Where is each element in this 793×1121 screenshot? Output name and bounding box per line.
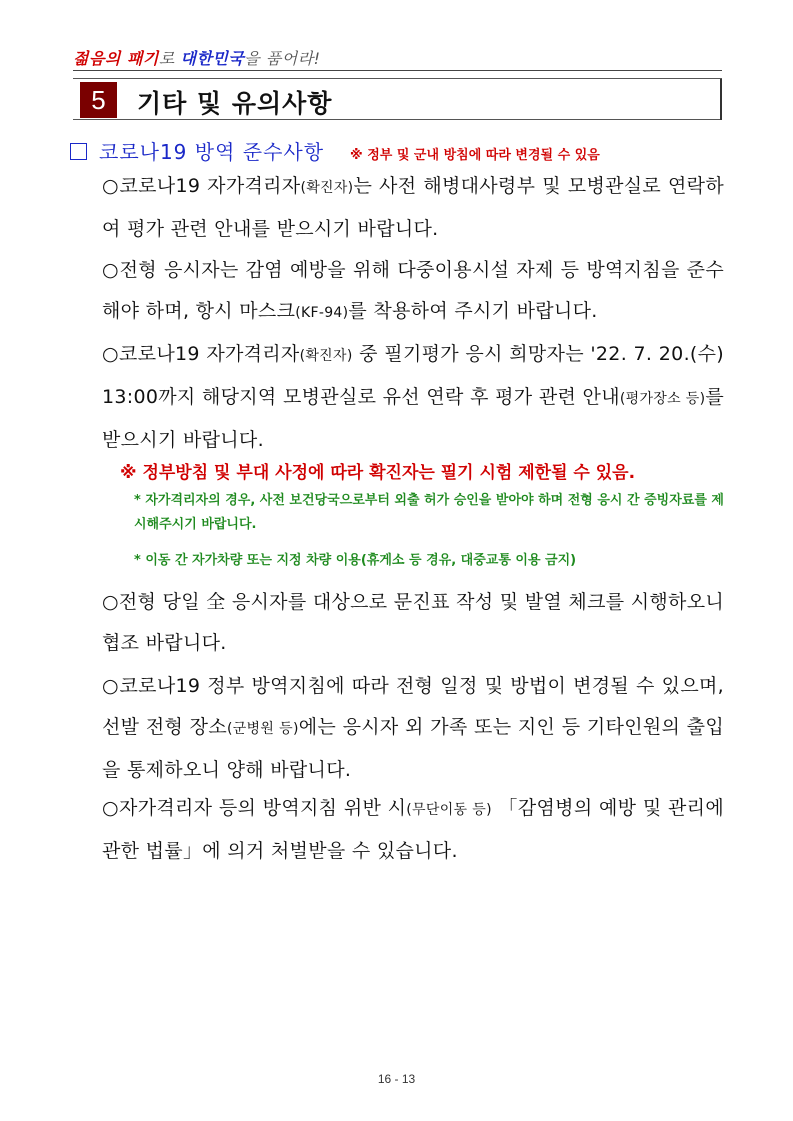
item-text: 「감염병의 예방 및 관리에 관한 법률」에 의거 처벌받을 수 있습니다. <box>102 797 724 862</box>
item-3 <box>102 334 724 461</box>
item-small-text: (확진자) <box>299 348 353 364</box>
item-small-text: (군병원 등) <box>226 721 299 737</box>
item-text: 를 착용하여 주시기 바랍니다. <box>348 300 598 322</box>
item-4 <box>102 582 724 664</box>
note-2: * 이동 간 자가차량 또는 지정 차량 이용(휴게소 등 경유, 대중교통 이용 금지) <box>134 553 577 568</box>
subsection-heading <box>70 136 600 165</box>
item-2 <box>102 250 724 334</box>
item-5 <box>102 666 724 791</box>
item-text: 에는 응시자 외 가족 또는 지인 등 기타인원의 출입을 통제하오니 양해 바랍니다. <box>102 716 724 781</box>
item-text: ○코로나19 자가격리자 <box>102 175 301 197</box>
section-header <box>73 78 722 120</box>
item-text: ○전형 당일 全 응시자를 대상으로 문진표 작성 및 발열 체크를 시행하오니 협조 바랍니다. <box>102 591 724 654</box>
subsection-title: 코로나19 방역 준수사항 <box>99 140 325 164</box>
slogan-part-4: 을 품어라! <box>244 49 321 68</box>
slogan-part-1: 젊음의 패기 <box>73 49 159 68</box>
page-number: 16 - 13 <box>377 1072 416 1086</box>
slogan-part-3: 대한민국 <box>180 49 245 68</box>
item-text: ○코로나19 자가격리자 <box>102 343 300 365</box>
item-small-text: (확진자) <box>300 180 354 196</box>
header-rule <box>73 70 722 71</box>
item-text: ○전형 응시자는 감염 예방을 위해 다중이용시설 자제 등 방역지침을 준수해야 하며, 항시 마스크 <box>102 259 724 322</box>
item-small-text: (KF-94) <box>295 305 349 321</box>
section-header-edge <box>720 79 722 120</box>
item-text: 를 받으시기 바랍니다. <box>102 386 724 451</box>
section-title: 기타 및 유의사항 <box>137 89 333 118</box>
item-text: ○코로나19 정부 방역지침에 따라 전형 일정 및 방법이 변경될 수 있으며, 선발 전형 장소 <box>102 675 724 738</box>
slogan-part-2: 로 <box>158 49 181 68</box>
checkbox-icon <box>70 143 87 160</box>
item-small-text: (평가장소 등) <box>619 391 706 407</box>
item-1 <box>102 166 724 250</box>
item-text: ○자가격리자 등의 방역지침 위반 시 <box>102 797 407 819</box>
section-number-badge: 5 <box>80 82 117 118</box>
slogan <box>73 46 321 69</box>
warning-text: ※ 정부방침 및 부대 사정에 따라 확진자는 필기 시험 제한될 수 있음. <box>120 463 636 483</box>
item-6 <box>102 788 724 872</box>
note-1: * 자가격리자의 경우, 사전 보건당국으로부터 외출 허가 승인을 받아야 하며 전형 응시 간 증빙자료를 제시해주시기 바랍니다. <box>134 493 724 532</box>
item-text: 는 사전 해병대사령부 및 모병관실로 연락하여 평가 관련 안내를 받으시기 바랍니다. <box>102 175 724 240</box>
item-text: 중 필기평가 응시 희망자는 '22. 7. 20.(수) 13:00까지 해당지역 모병관실로 유선 연락 후 평가 관련 안내 <box>102 343 724 408</box>
subsection-note: ※ 정부 및 군내 방침에 따라 변경될 수 있음 <box>350 148 600 163</box>
item-small-text: (무단이동 등) <box>406 802 492 818</box>
